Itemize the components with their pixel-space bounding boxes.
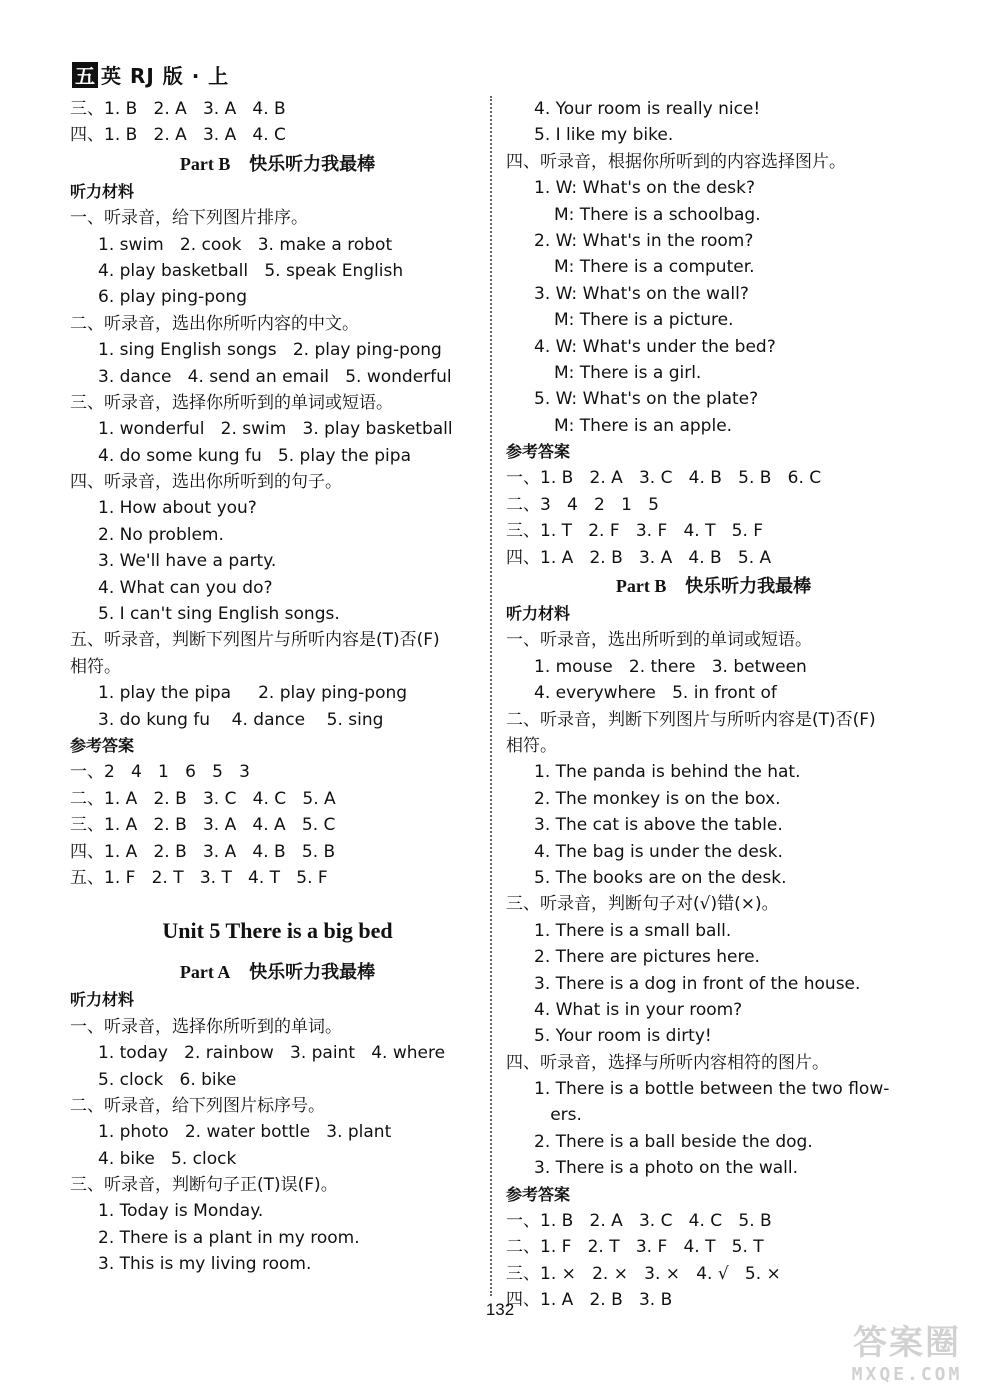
exercise-line: 四、1. A 2. B 3. A 4. B 5. B: [70, 841, 336, 862]
answer-item: 3. dance 4. send an email 5. wonderful: [98, 366, 452, 387]
answer-item: 1. Today is Monday.: [98, 1201, 264, 1222]
answer-item: M: There is a picture.: [554, 310, 734, 331]
answer-item: 4. do some kung fu 5. play the pipa: [98, 445, 411, 466]
answer-item: 4. W: What's under the bed?: [534, 336, 776, 357]
exercise-line: 三、听录音，判断句子对(√)错(×)。: [506, 894, 779, 915]
answer-item: 1. sing English songs 2. play ping-pong: [98, 340, 442, 361]
left-column: [70, 96, 485, 1278]
answer-item: 3. do kung fu 4. dance 5. sing: [98, 709, 384, 730]
exercise-line: 二、1. F 2. T 3. F 4. T 5. T: [506, 1237, 764, 1258]
exercise-line: 二、听录音，判断下列图片与所听内容是(T)否(F): [506, 709, 876, 730]
answer-item: 1. photo 2. water bottle 3. plant: [98, 1122, 392, 1143]
answer-item: 5. Your room is dirty!: [534, 1026, 712, 1047]
answer-item: 2. There are pictures here.: [534, 947, 760, 968]
answer-item: 3. W: What's on the wall?: [534, 283, 749, 304]
exercise-line: 一、2 4 1 6 5 3: [70, 762, 250, 783]
answer-item: 3. There is a photo on the wall.: [534, 1158, 799, 1179]
exercise-line: 四、1. B 2. A 3. A 4. C: [70, 125, 286, 146]
section-heading-part: Part B: [179, 153, 231, 174]
answer-item: 6. play ping-pong: [98, 287, 247, 308]
answer-item: 1. The panda is behind the hat.: [534, 762, 801, 783]
answer-item: 1. today 2. rainbow 3. paint 4. where: [98, 1043, 446, 1064]
exercise-line: 一、听录音，给下列图片排序。: [70, 208, 308, 229]
section-heading: [70, 957, 485, 987]
exercise-line: 二、听录音，给下列图片标序号。: [70, 1095, 325, 1116]
answer-item: 1. How about you?: [98, 498, 257, 519]
exercise-line: 二、3 4 2 1 5: [506, 494, 659, 515]
exercise-line: 一、1. B 2. A 3. C 4. C 5. B: [506, 1211, 772, 1232]
section-heading-part: Part A: [179, 962, 231, 983]
page-number: 132: [485, 1300, 515, 1319]
answer-item: 4. Your room is really nice!: [534, 99, 761, 119]
answer-item: M: There is a computer.: [554, 257, 755, 278]
answer-item: M: There is an apple.: [554, 415, 733, 436]
exercise-line: 四、听录音，根据你所听到的内容选择图片。: [506, 151, 846, 172]
subsection-label: 参考答案: [506, 442, 571, 462]
answer-item: 5. W: What's on the plate?: [534, 389, 759, 410]
answer-item: M: There is a schoolbag.: [554, 204, 761, 225]
subsection-label: 听力材料: [506, 604, 571, 624]
section-heading-title: 快乐听力我最棒: [249, 962, 376, 984]
exercise-line: 四、1. A 2. B 3. A 4. B 5. A: [506, 547, 772, 568]
section-heading-title: 快乐听力我最棒: [249, 153, 376, 175]
answer-item: 4. play basketball 5. speak English: [98, 260, 404, 281]
right-column: [506, 96, 921, 1314]
exercise-line: 一、1. B 2. A 3. C 4. B 5. B 6. C: [506, 468, 822, 489]
answer-item: 1. swim 2. cook 3. make a robot: [98, 234, 393, 255]
answer-item: 5. I can't sing English songs.: [98, 604, 340, 625]
answer-item: 5. clock 6. bike: [98, 1069, 237, 1090]
exercise-line: 相符。: [70, 656, 121, 677]
answer-item: 3. The cat is above the table.: [534, 815, 783, 836]
exercise-line: 三、1. A 2. B 3. A 4. A 5. C: [70, 815, 336, 836]
subsection-label: 参考答案: [506, 1184, 571, 1204]
answer-item: ers.: [534, 1105, 582, 1126]
answer-item: 1. play the pipa 2. play ping-pong: [98, 683, 408, 704]
answer-item: 3. This is my living room.: [98, 1254, 312, 1275]
section-heading: [70, 149, 485, 179]
exercise-line: 四、听录音，选择与所听内容相符的图片。: [506, 1052, 829, 1073]
site-watermark: [832, 1310, 982, 1390]
answer-item: 2. There is a ball beside the dog.: [534, 1131, 813, 1152]
watermark-logo-text: 答案圈: [853, 1323, 961, 1363]
answer-item: 2. The monkey is on the box.: [534, 788, 781, 809]
section-heading-title: 快乐听力我最棒: [685, 576, 812, 598]
answer-item: 1. mouse 2. there 3. between: [534, 656, 807, 677]
answer-item: 4. bike 5. clock: [98, 1148, 237, 1169]
answer-item: 2. W: What's in the room?: [534, 230, 754, 251]
exercise-line: 相符。: [506, 735, 557, 756]
answer-item: 4. What is in your room?: [534, 999, 743, 1020]
answer-item: 1. W: What's on the desk?: [534, 178, 756, 199]
subsection-label: 听力材料: [70, 181, 135, 201]
exercise-line: 三、1. T 2. F 3. F 4. T 5. F: [506, 521, 764, 542]
section-heading: [506, 571, 921, 601]
grade-badge: 五: [72, 62, 98, 88]
answer-item: 1. wonderful 2. swim 3. play basketball: [98, 419, 453, 440]
exercise-line: 五、1. F 2. T 3. T 4. T 5. F: [70, 867, 328, 888]
unit-title: Unit 5 There is a big bed: [162, 918, 393, 944]
section-heading-part: Part B: [615, 576, 667, 597]
answer-item: 5. The books are on the desk.: [534, 867, 787, 888]
exercise-line: 三、听录音，判断句子正(T)误(F)。: [70, 1175, 338, 1196]
answer-item: 1. There is a bottle between the two flow-: [534, 1079, 890, 1100]
book-edition-label: 英 RJ 版 · 上: [101, 64, 230, 88]
exercise-line: 四、听录音，选出你所听到的句子。: [70, 472, 342, 493]
answer-item: 2. There is a plant in my room.: [98, 1227, 360, 1248]
answer-item: 1. There is a small ball.: [534, 920, 732, 941]
exercise-line: 一、听录音，选出所听到的单词或短语。: [506, 630, 812, 651]
exercise-line: 五、听录音，判断下列图片与所听内容是(T)否(F): [70, 630, 440, 651]
answer-item: 3. We'll have a party.: [98, 551, 277, 572]
answer-item: M: There is a girl.: [554, 362, 702, 383]
exercise-line: 四、1. A 2. B 3. B: [506, 1290, 673, 1311]
exercise-line: 三、听录音，选择你所听到的单词或短语。: [70, 392, 393, 413]
exercise-line: 三、1. B 2. A 3. A 4. B: [70, 99, 286, 119]
page-header: [72, 60, 229, 89]
exercise-line: 三、1. × 2. × 3. × 4. √ 5. ×: [506, 1263, 781, 1284]
answer-item: 4. What can you do?: [98, 577, 273, 598]
answer-item: 4. everywhere 5. in front of: [534, 683, 777, 704]
exercise-line: 二、听录音，选出你所听内容的中文。: [70, 313, 359, 334]
column-divider: [490, 96, 492, 1296]
exercise-line: 一、听录音，选择你所听到的单词。: [70, 1016, 342, 1037]
subsection-label: 参考答案: [70, 735, 135, 755]
watermark-url: MXQE.COM: [851, 1364, 963, 1385]
answer-item: 5. I like my bike.: [534, 125, 674, 146]
answer-item: 3. There is a dog in front of the house.: [534, 973, 861, 994]
subsection-label: 听力材料: [70, 990, 135, 1010]
answer-item: 4. The bag is under the desk.: [534, 841, 783, 862]
answer-item: 2. No problem.: [98, 524, 224, 545]
exercise-line: 二、1. A 2. B 3. C 4. C 5. A: [70, 788, 336, 809]
